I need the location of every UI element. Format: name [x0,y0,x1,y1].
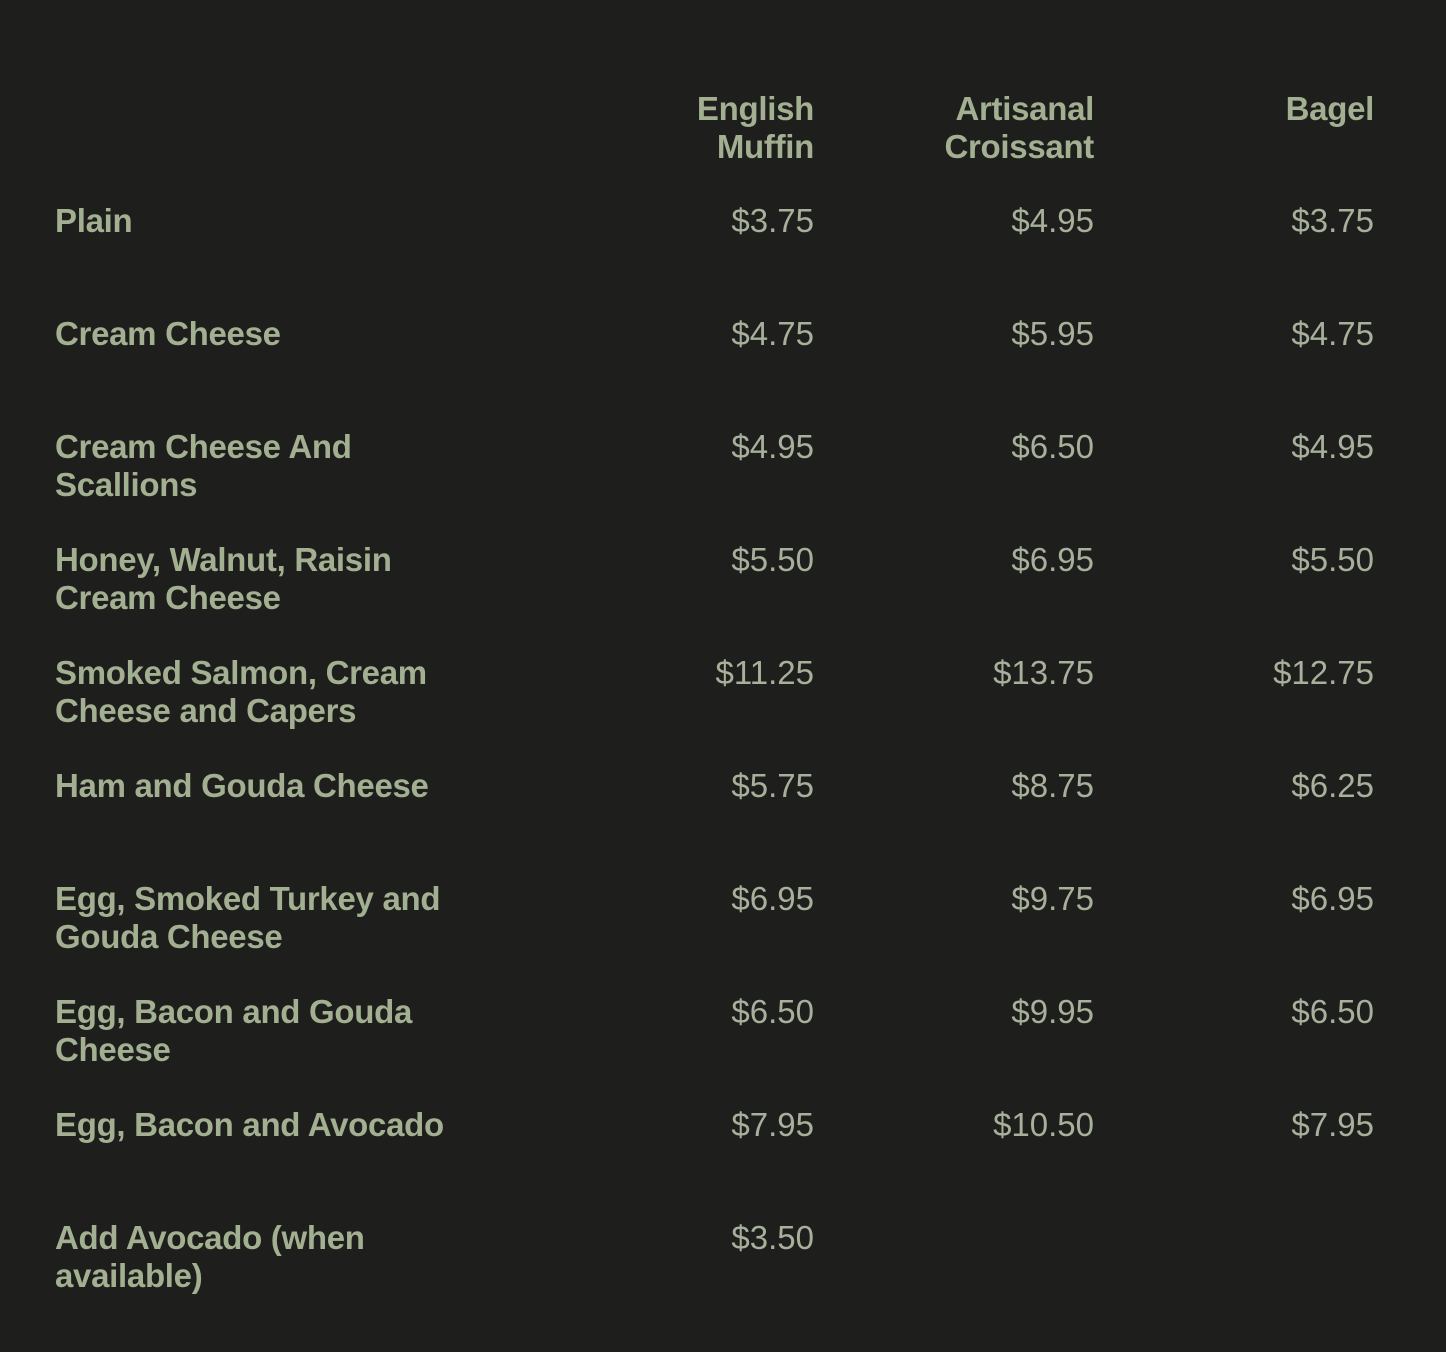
item-name: Egg, Smoked Turkey and Gouda Cheese [55,880,441,955]
price-bagel: $7.95 [1291,1106,1374,1143]
price-artisanal-croissant: $4.95 [1011,202,1094,239]
item-name: Honey, Walnut, Raisin Cream Cheese [55,541,392,616]
menu-price-table [55,90,1374,1332]
price-english-muffin: $7.95 [731,1106,814,1143]
price-english-muffin: $4.95 [731,428,814,465]
price-bagel [1094,1219,1374,1332]
column-header-english-muffin [485,90,814,202]
item-name: Smoked Salmon, Cream Cheese and Capers [55,654,427,729]
price-bagel: $6.25 [1291,767,1374,804]
price-english-muffin: $5.50 [731,541,814,578]
price-artisanal-croissant: $9.95 [1011,993,1094,1030]
item-name: Cream Cheese And Scallions [55,428,352,503]
price-bagel: $6.50 [1291,993,1374,1030]
price-english-muffin: $6.95 [731,880,814,917]
table-row [55,767,1374,880]
price-bagel: $4.95 [1291,428,1374,465]
price-english-muffin: $5.75 [731,767,814,804]
price-artisanal-croissant [814,1219,1094,1332]
price-bagel: $6.95 [1291,880,1374,917]
item-name: Plain [55,202,133,239]
price-artisanal-croissant: $10.50 [993,1106,1094,1143]
column-header-label: English Muffin [696,90,814,165]
column-header-label: Artisanal Croissant [944,90,1094,165]
table-row [55,428,1374,541]
price-bagel: $12.75 [1273,654,1374,691]
table-row [55,880,1374,993]
price-english-muffin: $3.50 [731,1219,814,1256]
item-name: Cream Cheese [55,315,281,352]
corner-cell [55,90,485,202]
column-header-bagel [1094,90,1374,202]
item-name: Ham and Gouda Cheese [55,767,429,804]
price-english-muffin: $4.75 [731,315,814,352]
table-row [55,654,1374,767]
price-english-muffin: $3.75 [731,202,814,239]
table-row [55,202,1374,315]
column-header-label: Bagel [1285,90,1374,127]
item-name: Egg, Bacon and Gouda Cheese [55,993,413,1068]
table-row [55,541,1374,654]
item-name: Egg, Bacon and Avocado [55,1106,444,1143]
price-bagel: $4.75 [1291,315,1374,352]
price-artisanal-croissant: $13.75 [993,654,1094,691]
price-bagel: $3.75 [1291,202,1374,239]
price-bagel: $5.50 [1291,541,1374,578]
table-row [55,1219,1374,1332]
price-artisanal-croissant: $6.95 [1011,541,1094,578]
price-artisanal-croissant: $6.50 [1011,428,1094,465]
item-name: Add Avocado (when available) [55,1219,365,1294]
table-row [55,993,1374,1106]
price-artisanal-croissant: $5.95 [1011,315,1094,352]
price-artisanal-croissant: $8.75 [1011,767,1094,804]
table-row [55,1106,1374,1219]
header-row [55,90,1374,202]
price-artisanal-croissant: $9.75 [1011,880,1094,917]
column-header-artisanal-croissant [814,90,1094,202]
price-english-muffin: $11.25 [715,654,814,691]
table-row [55,315,1374,428]
price-english-muffin: $6.50 [731,993,814,1030]
